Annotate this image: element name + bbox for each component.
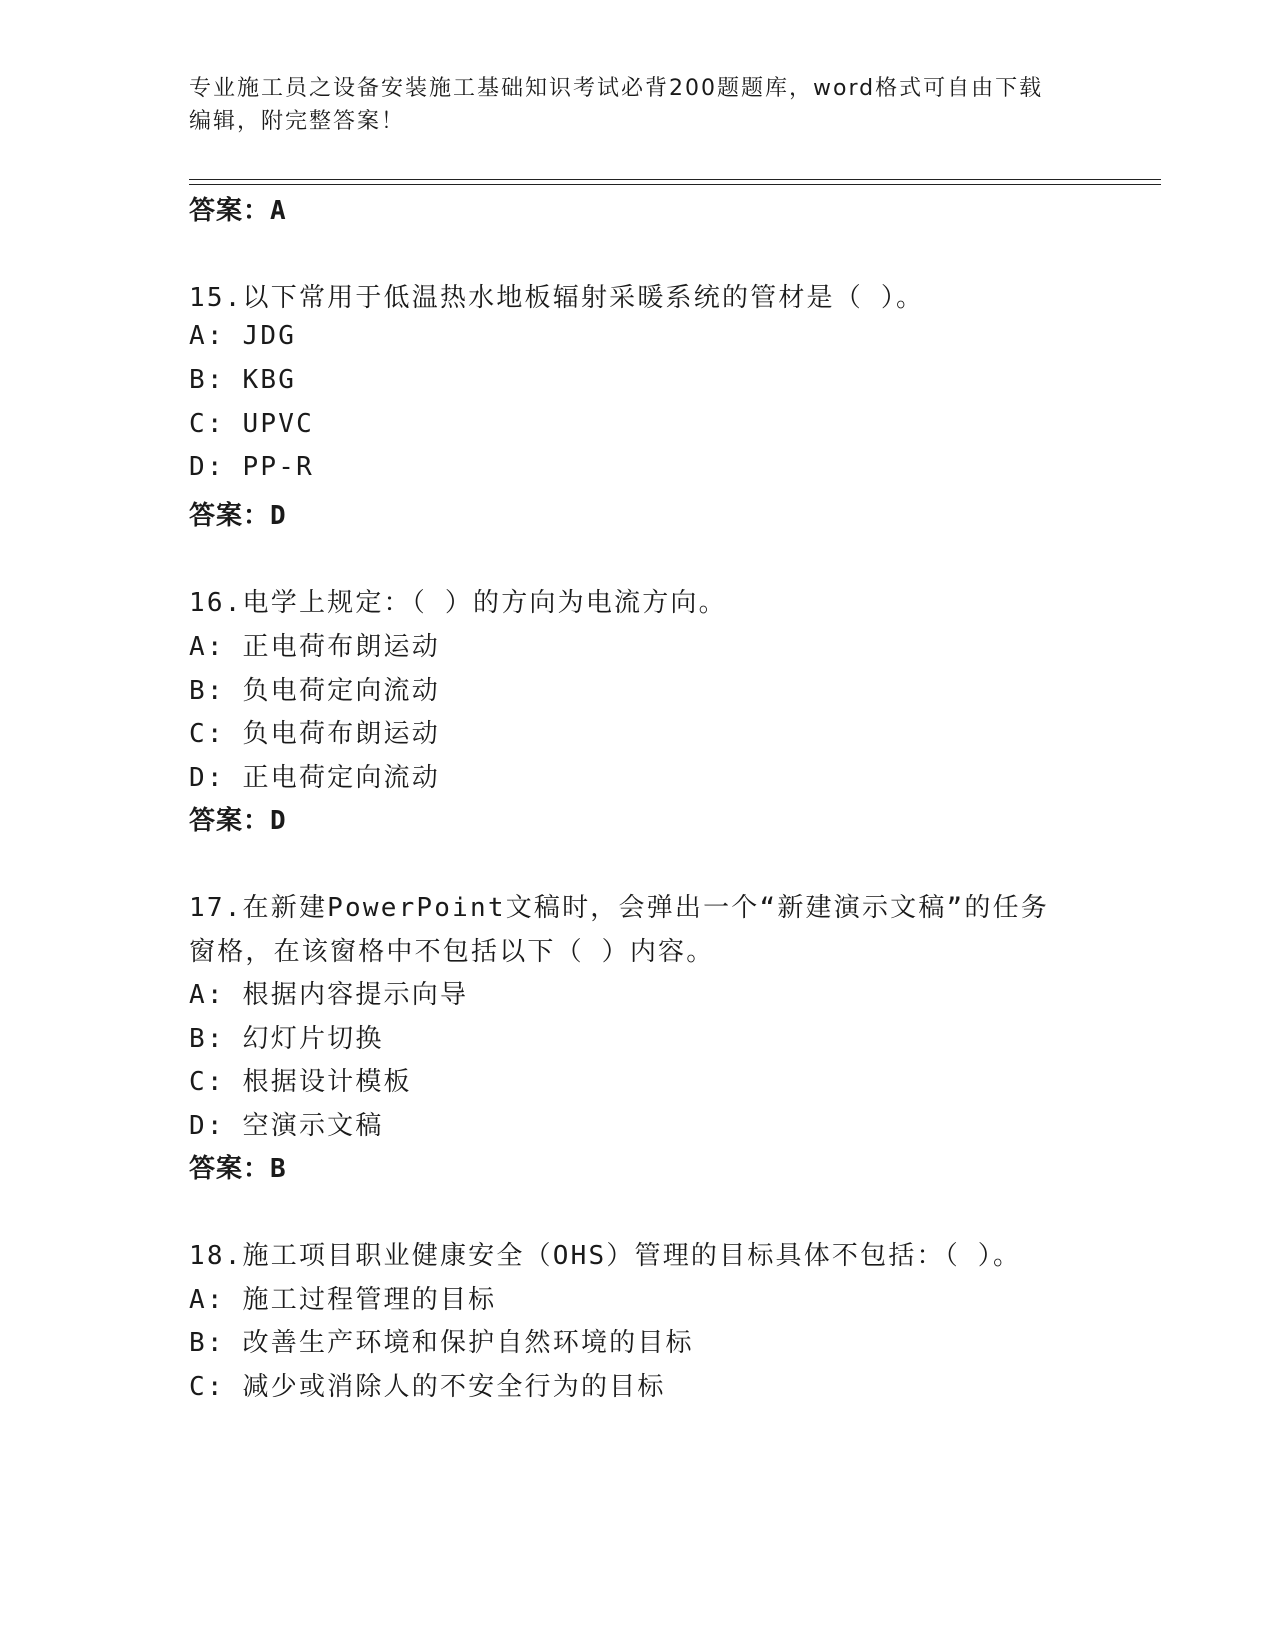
answer-value: D [270,501,287,531]
question-17-answer [189,1148,1089,1185]
question-15-answer [189,495,1089,532]
header-line-2: 编辑，附完整答案！ [189,109,406,134]
question-17-option-c: C: 根据设计模板 [189,1067,412,1097]
question-17-option-a: A: 根据内容提示向导 [189,980,469,1010]
question-17-stem-line-1: 17.在新建PowerPoint文稿时，会弹出一个“新建演示文稿”的任务 [189,893,1050,923]
answer-label: 答案： [189,501,271,531]
answer-label: 答案： [189,1154,271,1184]
question-18-option-b: B: 改善生产环境和保护自然环境的目标 [189,1328,694,1358]
question-16-stem: 16.电学上规定：（ ）的方向为电流方向。 [189,588,727,618]
header-rule-bottom [189,184,1161,185]
answer-label: 答案： [189,806,271,836]
question-16-answer [189,800,1089,837]
question-15-stem: 15.以下常用于低温热水地板辐射采暖系统的管材是（ ）。 [189,283,925,313]
question-18-stem: 18.施工项目职业健康安全（OHS）管理的目标具体不包括：（ ）。 [189,1241,1022,1271]
header-rule-top [189,179,1161,180]
answer-value: B [270,1154,287,1184]
header-line-1: 专业施工员之设备安装施工基础知识考试必背200题题库，word格式可自由下载 [189,76,1044,101]
answer-line-prev [189,190,1089,227]
question-16-option-a: A: 正电荷布朗运动 [189,632,440,662]
answer-label: 答案： [189,196,271,226]
question-16-option-d: D: 正电荷定向流动 [189,763,440,793]
question-16-option-b: B: 负电荷定向流动 [189,676,440,706]
question-15-option-d: D: PP-R [189,452,314,482]
question-15-option-b: B: KBG [189,365,297,395]
question-15-option-c: C: UPVC [189,409,314,439]
document-header [189,72,1089,138]
answer-value: D [270,806,287,836]
question-18-option-a: A: 施工过程管理的目标 [189,1285,497,1315]
question-17-option-b: B: 幻灯片切换 [189,1024,384,1054]
question-18-option-c: C: 减少或消除人的不安全行为的目标 [189,1372,666,1402]
question-17-option-d: D: 空演示文稿 [189,1111,384,1141]
question-17-stem-line-2: 窗格，在该窗格中不包括以下（ ）内容。 [189,937,715,967]
answer-value: A [270,196,287,226]
question-15-option-a: A: JDG [189,321,297,351]
question-16-option-c: C: 负电荷布朗运动 [189,719,440,749]
